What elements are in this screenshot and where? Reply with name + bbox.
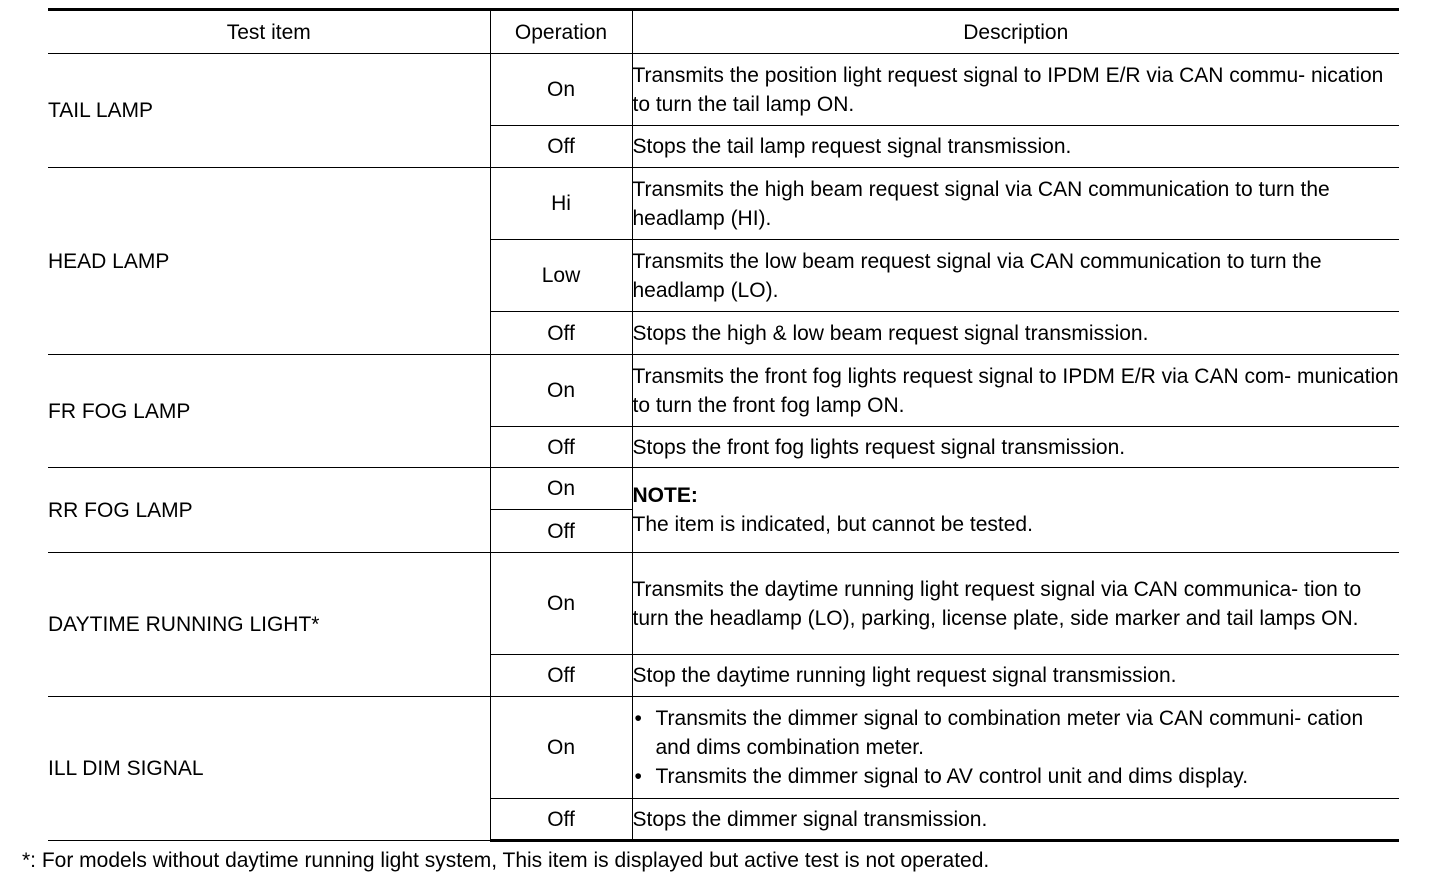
operation-cell: Hi: [490, 168, 632, 240]
bullet-list: [633, 704, 1400, 791]
description-cell: Stops the high & low beam request signal transmission.: [632, 312, 1399, 355]
operation-cell: On: [490, 355, 632, 427]
table-row: [48, 54, 1399, 126]
header-operation: Operation: [490, 10, 632, 54]
operation-cell: Off: [490, 799, 632, 841]
test-item-rr-fog-lamp: RR FOG LAMP: [48, 468, 490, 553]
operation-cell: On: [490, 54, 632, 126]
table-row: [48, 355, 1399, 427]
operation-cell: On: [490, 697, 632, 799]
description-cell: Stop the daytime running light request signal transmission.: [632, 655, 1399, 697]
description-cell: Transmits the high beam request signal via CAN communication to turn the headlamp (HI).: [632, 168, 1399, 240]
bullet-item: • Transmits the dimmer signal to combination meter via CAN communi- cation and dims combination meter.: [633, 704, 1400, 762]
table-row: [48, 168, 1399, 240]
note-title: NOTE:: [632, 484, 698, 507]
note-text: The item is indicated, but cannot be tested.: [632, 513, 1033, 536]
description-cell: Transmits the position light request signal to IPDM E/R via CAN commu- nication to turn the tail lamp ON.: [632, 54, 1399, 126]
active-test-table: [48, 8, 1399, 842]
description-cell: Transmits the front fog lights request signal to IPDM E/R via CAN com- munication to turn the front fog lamp ON.: [632, 355, 1399, 427]
test-item-tail-lamp: TAIL LAMP: [48, 54, 490, 168]
operation-cell: Off: [490, 655, 632, 697]
operation-cell: Low: [490, 240, 632, 312]
operation-cell: On: [490, 468, 632, 510]
operation-cell: Off: [490, 510, 632, 553]
header-description: Description: [632, 10, 1399, 54]
description-cell: Stops the tail lamp request signal transmission.: [632, 126, 1399, 168]
description-cell: Transmits the daytime running light request signal via CAN communica- tion to turn the headlamp (LO), parking, license plate, side marker and tail lamps ON.: [632, 553, 1399, 655]
operation-cell: Off: [490, 126, 632, 168]
header-test-item: Test item: [48, 10, 490, 54]
operation-cell: On: [490, 553, 632, 655]
description-cell: Stops the front fog lights request signal transmission.: [632, 427, 1399, 468]
table-row: [48, 553, 1399, 655]
test-item-daytime-running-light: DAYTIME RUNNING LIGHT*: [48, 553, 490, 697]
table-row: [48, 468, 1399, 510]
description-note-cell: [632, 468, 1399, 553]
footnote: *: For models without daytime running light system, This item is displayed but active test is not operated.: [22, 849, 990, 872]
operation-cell: Off: [490, 312, 632, 355]
operation-cell: Off: [490, 427, 632, 468]
description-bullets-cell: [632, 697, 1399, 799]
bullet-item: • Transmits the dimmer signal to AV control unit and dims display.: [633, 762, 1400, 791]
test-item-ill-dim-signal: ILL DIM SIGNAL: [48, 697, 490, 841]
description-cell: Transmits the low beam request signal via CAN communication to turn the headlamp (LO).: [632, 240, 1399, 312]
test-item-fr-fog-lamp: FR FOG LAMP: [48, 355, 490, 468]
test-item-head-lamp: HEAD LAMP: [48, 168, 490, 355]
description-cell: Stops the dimmer signal transmission.: [632, 799, 1399, 841]
table-row: [48, 697, 1399, 799]
table-header-row: [48, 10, 1399, 54]
